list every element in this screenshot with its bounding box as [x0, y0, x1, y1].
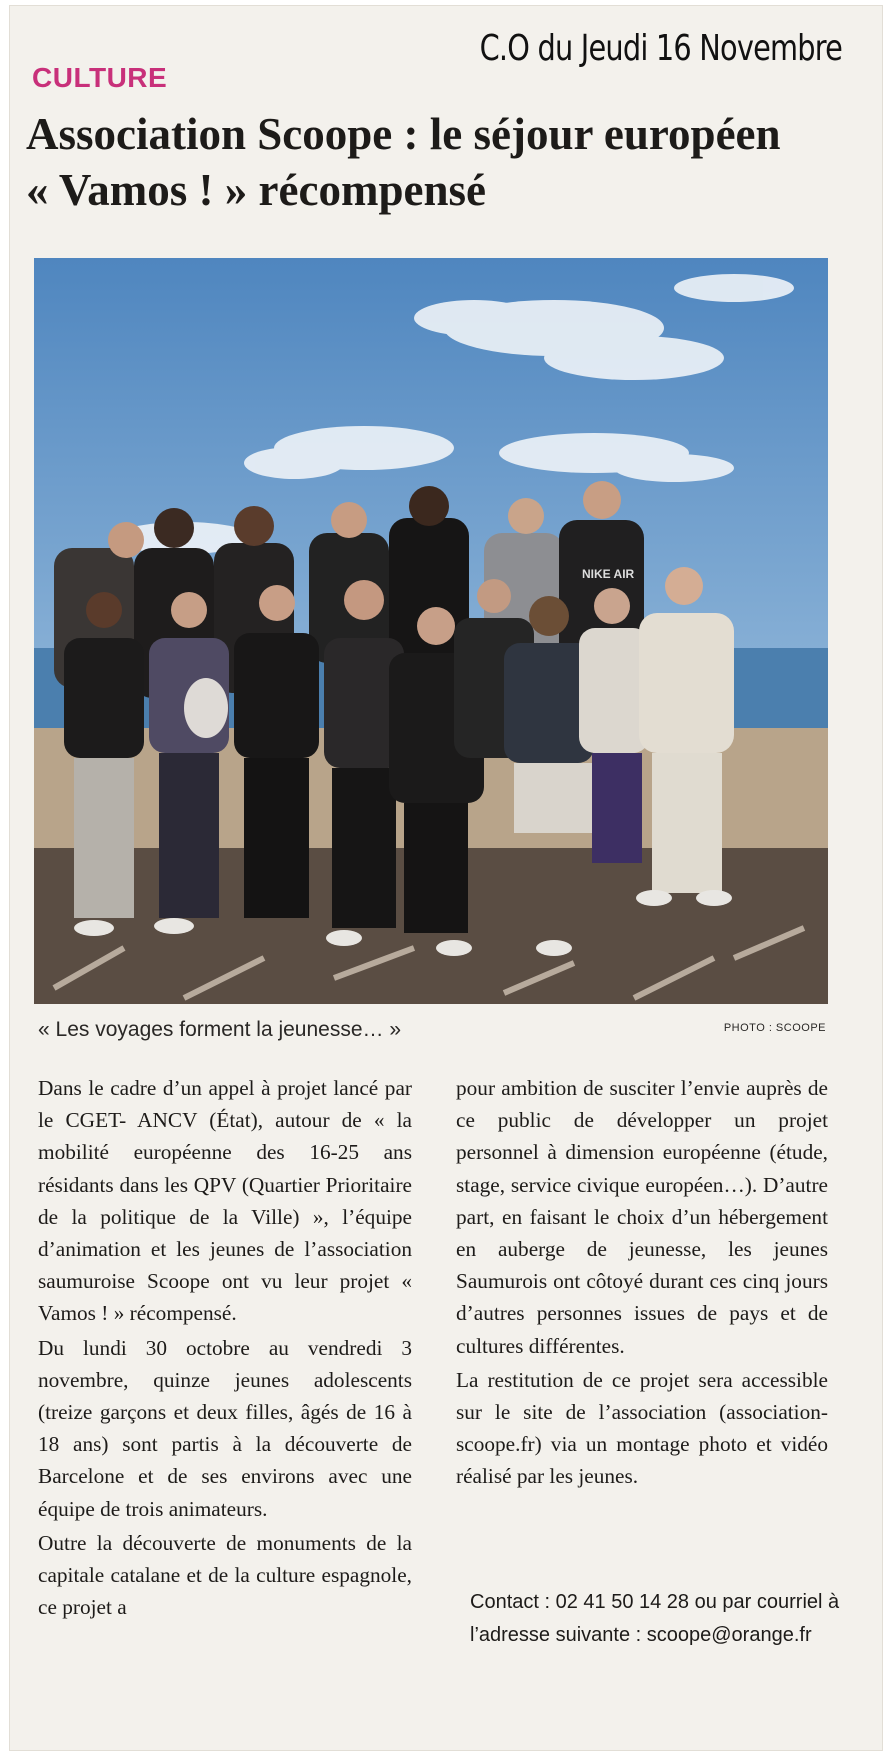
newspaper-clipping: [10, 6, 882, 1750]
paragraph: pour ambition de susciter l’envie auprès de ce public de développer un projet personnel à dimension européenne (étude, stage, service civique européen…). D’autre part, en faisant le choix d’un hébergement en auberge de jeunesse, les jeunes Saumurois ont côtoyé durant ces cinq jours d’autres personnes issues de pays et de cultures différentes.: [456, 1076, 828, 1358]
headline-line-2: « Vamos ! » récompensé: [26, 165, 486, 215]
contact-info: Contact : 02 41 50 14 28 ou par courriel à l’adresse suivante : scoope@orange.fr: [470, 1591, 840, 1646]
headline-line-1: Association Scoope : le séjour européen: [26, 109, 781, 159]
article-column-left: [38, 1072, 412, 1625]
article-column-right: [456, 1072, 828, 1495]
group-photo: [34, 258, 828, 1004]
paragraph: La restitution de ce projet sera accessible sur le site de l’association (association-scoope.fr) via un montage photo et vidéo réalisé par les jeunes.: [456, 1367, 828, 1489]
shirt-print: NIKE AIR: [582, 567, 635, 581]
group-photo-illustration: [34, 258, 828, 1004]
handwritten-date-note: C.O du Jeudi 16 Novembre: [479, 28, 842, 69]
paragraph: Dans le cadre d’un appel à projet lancé par le CGET- ANCV (État), autour de « la mobilité européenne des 16-25 ans résidants dans les QPV (Quartier Prioritaire de la politique de la Ville) », l’équipe d’animation et les jeunes de l’association saumuroise Scoope ont vu leur projet « Vamos ! » récompensé.: [38, 1076, 412, 1326]
article-headline: [26, 106, 846, 218]
photo-caption: « Les voyages forment la jeunesse… »: [38, 1018, 402, 1041]
section-rubric: CULTURE: [32, 62, 168, 93]
photo-credit: PHOTO : SCOOPE: [723, 1022, 826, 1034]
paragraph: Outre la découverte de monuments de la capitale catalane et de la culture espagnole, ce projet a: [38, 1530, 412, 1620]
paragraph: Du lundi 30 octobre au vendredi 3 novembre, quinze jeunes adolescents (treize garçons et deux filles, âgés de 16 à 18 ans) sont partis à la découverte de Barcelone et de ses environs avec une équipe de trois animateurs.: [38, 1335, 412, 1521]
